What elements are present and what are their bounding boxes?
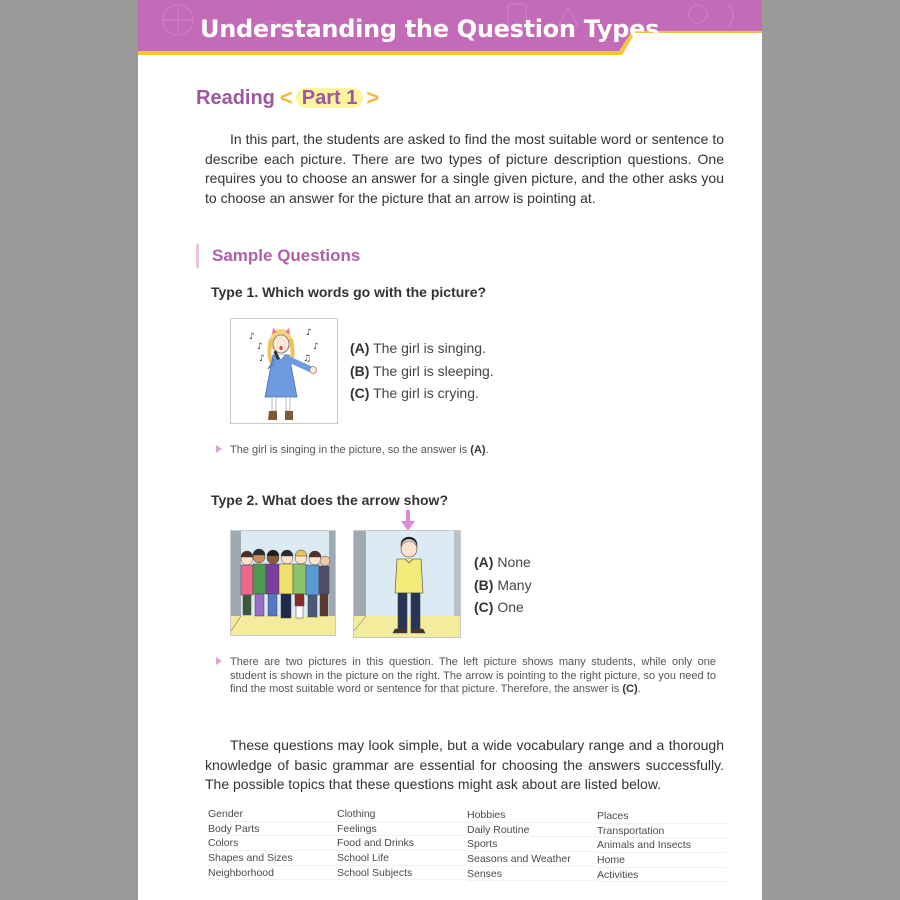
svg-text:♫: ♫	[303, 354, 312, 364]
section-heading	[196, 85, 382, 111]
bracket-left: <	[279, 85, 293, 110]
type1-option-b: (B) The girl is sleeping.	[350, 362, 494, 379]
type1-option-a: (A) The girl is singing.	[350, 340, 486, 356]
type2-explanation: There are two pictures in this question. The left picture shows many students, while only one student is shown in the picture on the right. The arrow is pointing to the right picture, so you need to find the most suitable word or sentence for that picture. Therefore, the answer is (C).	[230, 656, 716, 697]
topic-item: Clothing	[337, 807, 467, 822]
topic-item: Sports	[467, 837, 597, 852]
intro-paragraph: In this part, the students are asked to find the most suitable word or sentence to describe each picture. There are two types of picture description questions. One requires you to choose an answer for a single given picture, and the other asks you to choose an answer for the picture that an arrow is pointing at.	[205, 131, 724, 206]
topic-item: Home	[597, 853, 727, 868]
svg-text:♪: ♪	[257, 342, 263, 352]
topic-item: Senses	[467, 867, 597, 882]
topic-item: Body Parts	[208, 822, 337, 837]
page-title: Understanding the Question Types	[200, 15, 660, 43]
topics-table	[208, 807, 728, 882]
topic-item: Gender	[208, 807, 337, 822]
type1-options	[350, 337, 494, 405]
topic-item: Food and Drinks	[337, 836, 467, 851]
topic-item: Transportation	[597, 824, 727, 839]
triangle-bullet-icon	[216, 445, 222, 453]
svg-text:♪: ♪	[249, 332, 255, 342]
svg-text:♪: ♪	[306, 328, 312, 338]
topic-item: School Life	[337, 851, 467, 866]
sample-questions-heading: Sample Questions	[196, 244, 360, 268]
header-banner	[138, 0, 762, 58]
topic-item: Colors	[208, 836, 337, 851]
topics-column-3	[467, 807, 597, 882]
topic-item: Places	[597, 809, 727, 824]
type1-explanation: The girl is singing in the picture, so the answer is (A).	[230, 444, 530, 458]
many-students-illustration	[230, 530, 336, 636]
part-label: Part 1	[296, 88, 364, 108]
type2-option-a: (A) None	[474, 554, 531, 570]
type1-option-c: (C) The girl is crying.	[350, 385, 479, 401]
topics-column-4	[597, 807, 727, 882]
type2-option-b: (B) Many	[474, 576, 532, 593]
topic-item: Seasons and Weather	[467, 852, 597, 867]
type2-option-c: (C) One	[474, 599, 524, 615]
topics-column-1	[208, 807, 337, 882]
textbook-page	[138, 0, 762, 900]
bracket-right: >	[366, 85, 380, 110]
girl-singing-illustration	[230, 318, 338, 424]
type1-title: Type 1. Which words go with the picture?	[211, 284, 487, 300]
type2-options	[474, 551, 532, 619]
topic-item: Feelings	[337, 822, 467, 837]
closing-paragraph: These questions may look simple, but a wide vocabulary range and a thorough knowledge of basic grammar are essential for choosing the answers successfully. The possible topics that these questions might ask about are listed below.	[205, 737, 724, 792]
section-title: Reading	[196, 86, 275, 109]
svg-text:♪: ♪	[313, 342, 319, 352]
topic-item: Shapes and Sizes	[208, 851, 337, 866]
down-arrow-icon	[400, 510, 416, 532]
topic-item: Activities	[597, 868, 727, 883]
topics-column-2	[337, 807, 467, 882]
one-student-illustration	[353, 530, 461, 638]
triangle-bullet-icon	[216, 657, 222, 665]
topic-item: Daily Routine	[467, 823, 597, 838]
topic-item: Neighborhood	[208, 866, 337, 881]
type2-title: Type 2. What does the arrow show?	[211, 492, 448, 508]
topic-item: Animals and Insects	[597, 838, 727, 853]
svg-text:♪: ♪	[259, 354, 265, 364]
topic-item: Hobbies	[467, 808, 597, 823]
topic-item: School Subjects	[337, 866, 467, 881]
